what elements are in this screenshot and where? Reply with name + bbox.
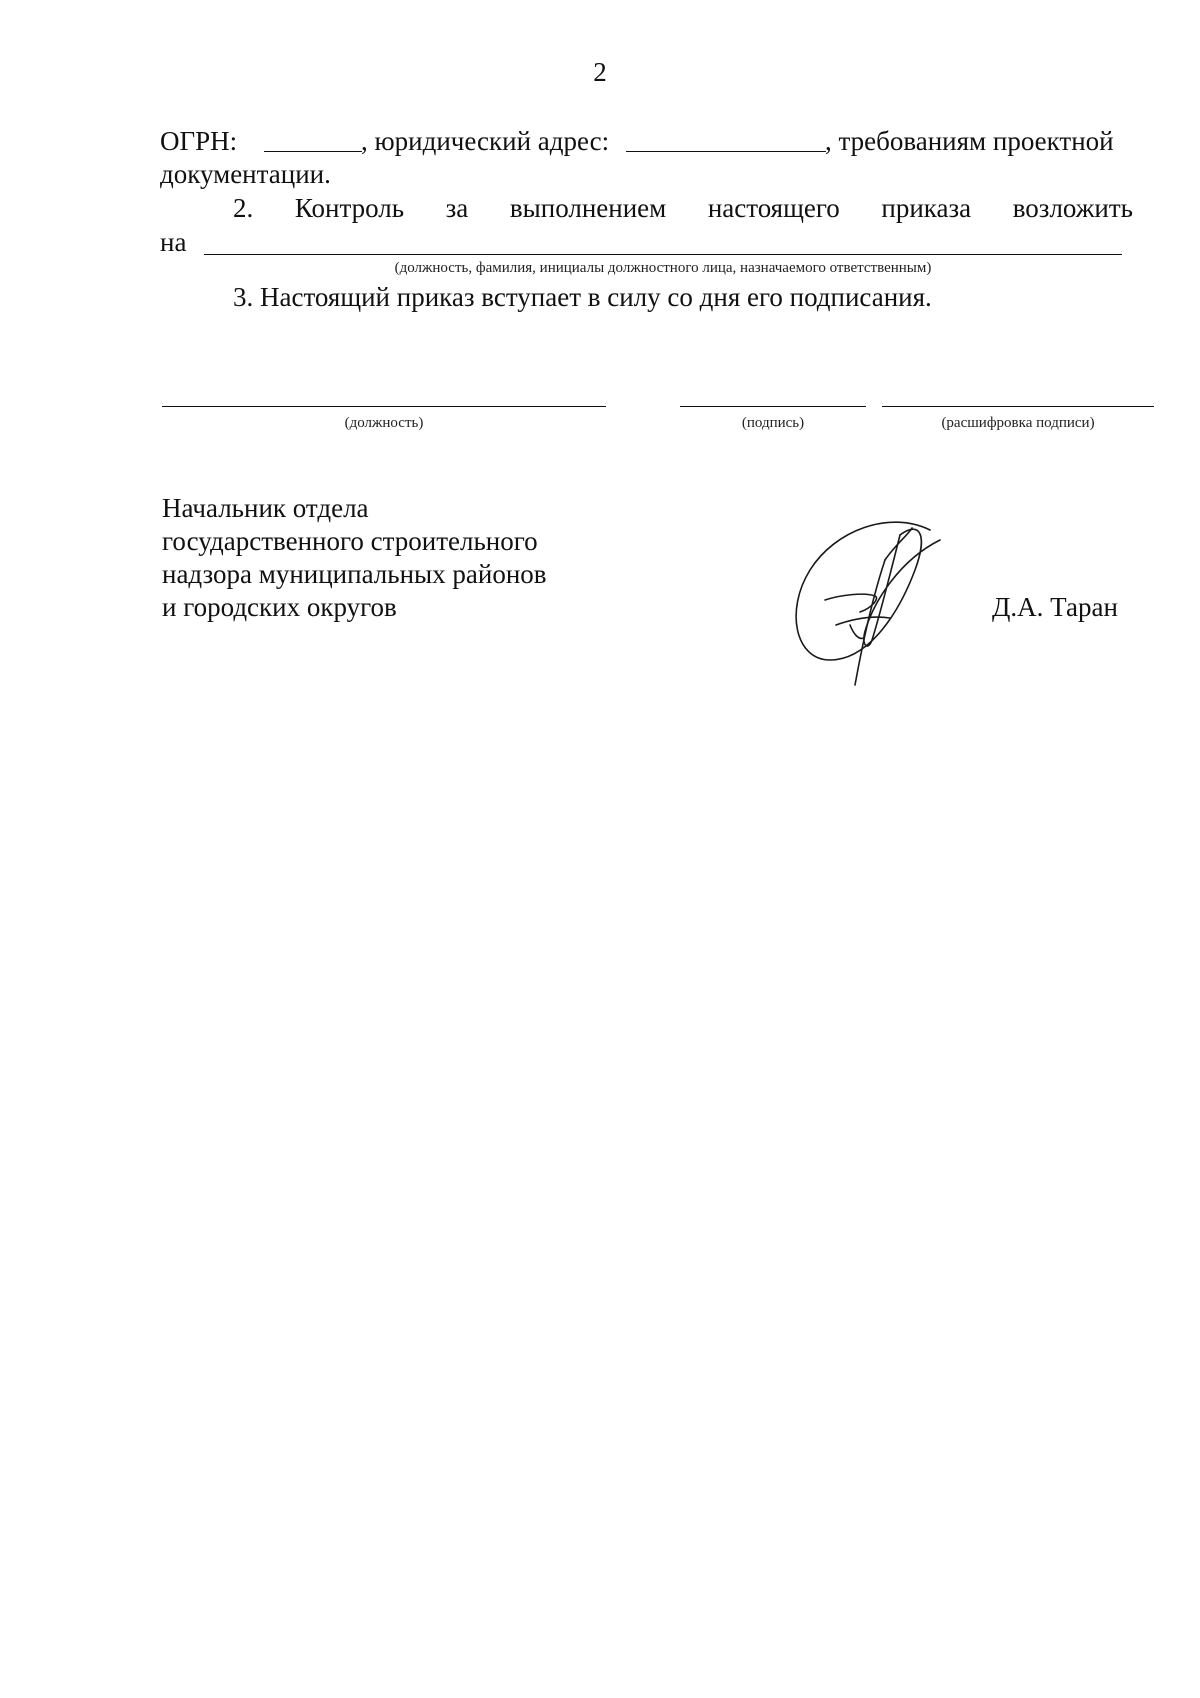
signature-decoding-blank — [882, 406, 1154, 407]
signature-decoding-caption: (расшифровка подписи) — [941, 415, 1095, 431]
legal-address-label: , юридический адрес: — [361, 126, 610, 156]
item2-word: возложить — [1012, 193, 1133, 223]
signer-name: Д.А. Таран — [992, 592, 1118, 622]
signature-caption: (подпись) — [741, 415, 805, 431]
item2-line — [233, 192, 1133, 224]
item2-word: Контроль — [294, 193, 405, 223]
item2-word: настоящего — [707, 193, 840, 223]
ogrn-label: ОГРН: — [160, 126, 238, 156]
page-number: 2 — [593, 57, 607, 87]
ogrn-blank — [264, 151, 362, 152]
legal-address-blank — [626, 151, 826, 152]
on-word: на — [160, 227, 187, 257]
handwritten-signature-icon — [780, 500, 970, 690]
documentation-text: документации. — [160, 159, 331, 189]
signer-title-line: Начальник отдела — [162, 493, 369, 523]
position-caption: (должность) — [344, 415, 424, 431]
signer-title — [162, 492, 547, 624]
signer-title-line: государственного строительного — [162, 526, 538, 556]
signer-title-line: и городских округов — [162, 592, 397, 622]
responsible-person-blank — [204, 254, 1122, 255]
item2-word: за — [445, 193, 469, 223]
item3-text: 3. Настоящий приказ вступает в силу со дня его подписания. — [233, 282, 932, 312]
item2-word: выполнением — [509, 193, 667, 223]
requirements-text: , требованиям проектной — [825, 126, 1114, 156]
responsible-person-caption: (должность, фамилия, инициалы должностного лица, назначаемого ответственным) — [394, 260, 932, 276]
signer-title-line: надзора муниципальных районов — [162, 559, 547, 589]
item2-number: 2. — [233, 193, 254, 223]
item2-word: приказа — [881, 193, 972, 223]
position-blank — [162, 406, 606, 407]
signature-blank — [680, 406, 866, 407]
